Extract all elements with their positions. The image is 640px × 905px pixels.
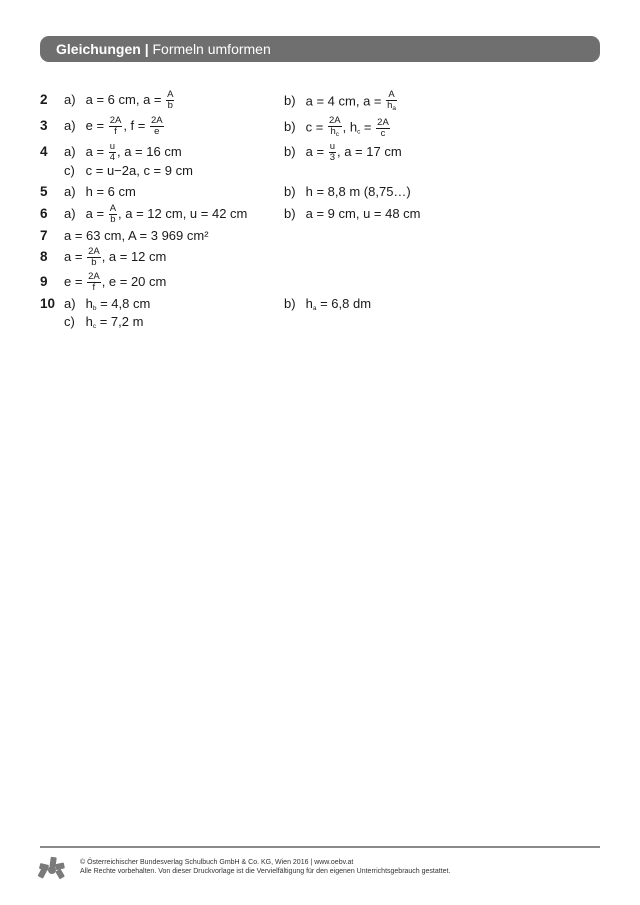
fraction [329,142,336,163]
numerator: 2A [88,271,100,283]
answer-b [284,182,411,202]
exercise-row-2 [40,90,600,110]
part-label: a) [64,206,76,221]
answer-text: , a = 12 cm, u = 42 cm [118,206,248,221]
header-subtitle: Formeln umformen [152,41,271,57]
part-label: c) [64,314,75,329]
denominator: f [92,282,96,294]
exercise-number: 4 [40,144,48,159]
numerator: 2A [377,116,389,128]
answer-a [64,116,165,137]
exercise-number: 9 [40,274,48,289]
numerator: A [109,203,117,215]
answer [64,247,166,268]
exercise-row-6 [40,204,600,224]
answer-text: = [360,119,372,135]
exercise-row-9 [40,272,600,292]
section-header [40,36,600,62]
part-label: a) [64,92,76,107]
part-label: a) [64,296,76,311]
part-label: b) [284,119,296,135]
answer-text: h = 6 cm [85,184,136,199]
exercise-row-4 [40,142,600,162]
answer-text: a = [305,144,325,159]
answer-text: , a = 12 cm [101,249,167,264]
answer-b [284,90,398,114]
fraction [109,116,123,137]
footer-copyright [80,858,450,876]
fraction [166,90,174,111]
fraction [109,142,116,163]
answer-text: = 4,8 cm [96,296,151,311]
denominator: c [380,127,386,139]
denominator: 4 [109,152,115,164]
answer [64,226,209,246]
exercise-number: 8 [40,249,48,264]
answer-text: e = [64,274,83,289]
answer-text: h [305,296,313,311]
header-title: Gleichungen [56,41,141,57]
answer-text: = 7,2 m [96,314,144,329]
answer-text: a = [64,249,83,264]
fraction [328,116,342,140]
denominator: $h_c$ [330,126,340,138]
answer-text: a = 63 cm, A = 3 969 cm² [64,228,209,243]
part-label: b) [284,93,296,109]
denominator: e [154,126,160,138]
exercise-row-3 [40,115,600,139]
part-label: b) [284,296,296,311]
subscript: c [92,323,97,330]
part-label: b) [284,184,296,199]
part-label: a) [64,184,76,199]
exercise-row-5 [40,182,600,202]
subscript: a [312,305,317,312]
fraction [386,90,397,114]
subscript: a [392,105,397,112]
exercise-number: 7 [40,228,48,243]
answer-text: a = [85,144,105,159]
exercise-number: 3 [40,118,48,133]
exercise-row-8 [40,247,600,267]
answer-c [64,161,193,181]
answer-text: h [85,296,93,311]
denominator: f [114,126,117,138]
exercise-number: 10 [40,296,56,311]
denominator: b [167,100,173,112]
subscript: c [335,131,340,138]
answer-b [284,142,402,163]
numerator: u [109,141,115,153]
fraction [87,247,101,268]
copyright-line: © Österreichischer Bundesverlag Schulbuch GmbH & Co. KG, Wien 2016 | www.oebv.at [80,859,354,866]
answer-b [284,116,391,142]
answer-text: , e = 20 cm [101,274,167,289]
answer-a [64,182,136,202]
denominator: b [91,257,97,269]
subscript: c [357,128,361,136]
part-label: a) [64,144,76,159]
fraction [150,116,164,137]
answer-text: e = [85,118,105,133]
answer-text: c = u−2a, c = 9 cm [85,163,193,178]
part-label: a) [64,118,76,133]
fraction [109,204,117,225]
answer-b [284,204,421,224]
answer-c [64,312,143,337]
answer-text: = 6,8 dm [316,296,372,311]
part-label: b) [284,206,296,221]
numerator: A [386,90,397,101]
part-label: b) [284,144,296,159]
answer [64,272,166,293]
footer-divider [40,846,600,848]
answer-text: , a = 17 cm [336,144,402,159]
numerator: A [167,89,174,101]
answer-a [64,90,175,111]
denominator: b [110,214,116,226]
exercise-row-10c [40,312,600,332]
header-separator: | [144,41,149,57]
numerator: u [329,141,335,153]
answer-text: , h [342,119,358,135]
numerator: 2A [150,115,163,127]
exercise-row-7 [40,226,600,246]
answer-text: c = [305,119,324,135]
answer-text: h = 8,8 m (8,75…) [305,184,411,199]
answer-text: , a = 16 cm [116,144,182,159]
answer-text: a = 9 cm, u = 48 cm [305,206,421,221]
fraction [87,272,101,293]
exercise-row-10 [40,294,600,314]
denominator: $h_a$ [387,100,397,112]
exercise-number: 6 [40,206,48,221]
fraction [376,118,390,139]
subscript: b [92,305,97,312]
denominator: 3 [329,152,335,164]
publisher-logo-icon [38,856,66,884]
exercise-number: 2 [40,92,48,107]
answer-a [64,142,182,163]
numerator: 2A [328,115,341,126]
answer-text: h [85,314,93,329]
answer-text: a = [85,206,105,221]
exercise-number: 5 [40,184,48,199]
answer-text: a = 4 cm, a = [305,93,382,109]
part-label: c) [64,163,75,178]
answer-text: a = 6 cm, a = [85,92,162,107]
numerator: 2A [88,246,100,258]
answer-text: , f = [123,118,146,133]
numerator: 2A [109,115,122,127]
rights-line: Alle Rechte vorbehalten. Von dieser Druckvorlage ist die Vervielfältigung für den eigenen Unterrichtsgebrauch gestattet. [80,868,451,875]
exercise-row-4c [40,161,600,181]
answer-a [64,204,247,225]
